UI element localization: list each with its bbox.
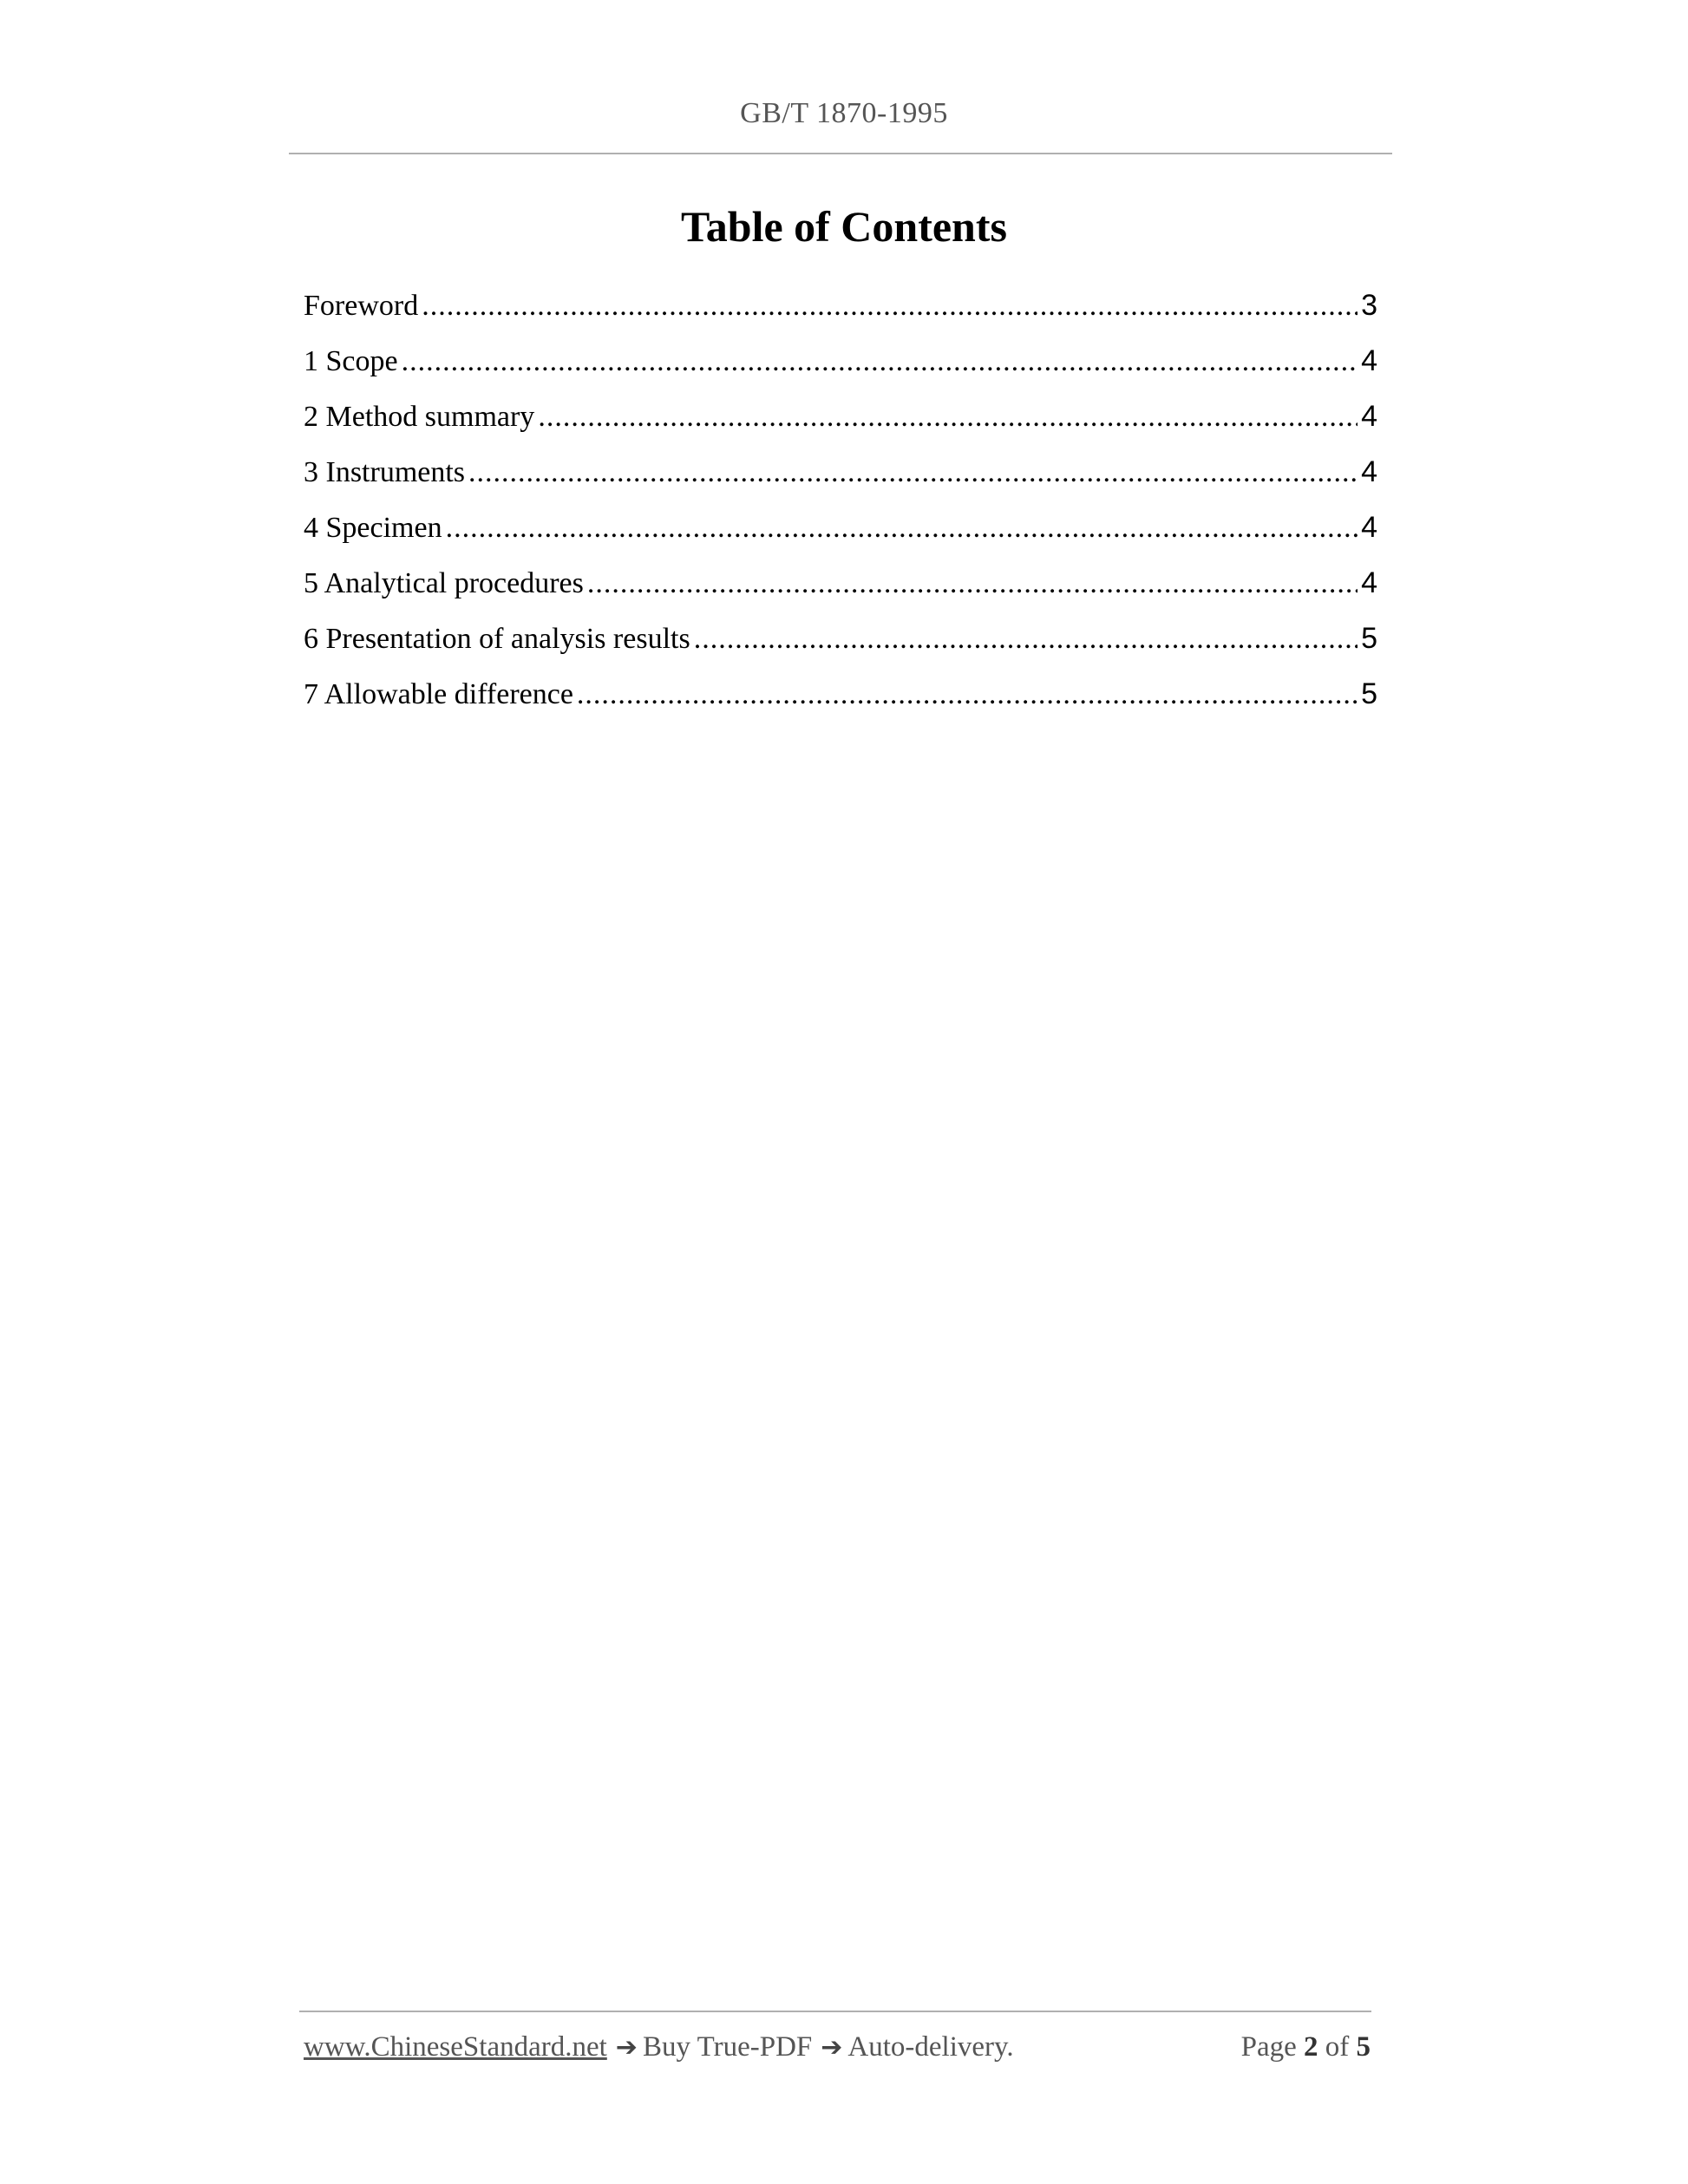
page-separator: of bbox=[1325, 2031, 1350, 2063]
toc-entry-label: Foreword bbox=[304, 290, 419, 322]
toc-entry-specimen[interactable] bbox=[304, 500, 1377, 555]
header-divider bbox=[289, 153, 1392, 154]
toc-dot-leader bbox=[538, 389, 1358, 445]
toc-entry-foreword[interactable] bbox=[304, 278, 1377, 333]
chinesestandard-link[interactable]: www.ChineseStandard.net bbox=[304, 2031, 607, 2063]
toc-title: Table of Contents bbox=[681, 202, 1007, 251]
page-footer bbox=[304, 2031, 1371, 2070]
footer-step-buy: Buy True-PDF bbox=[642, 2031, 813, 2063]
toc-entry-label: 4 Specimen bbox=[304, 512, 442, 544]
toc-dot-leader bbox=[422, 278, 1358, 334]
toc-entry-allowable-difference[interactable] bbox=[304, 666, 1377, 722]
total-pages-number: 5 bbox=[1356, 2031, 1371, 2063]
toc-entry-page: 4 bbox=[1361, 566, 1377, 599]
toc-list bbox=[304, 278, 1377, 722]
arrow-right-icon: ➔ bbox=[615, 2032, 638, 2063]
toc-entry-instruments[interactable] bbox=[304, 444, 1377, 500]
toc-dot-leader bbox=[587, 556, 1358, 611]
page-prefix: Page bbox=[1240, 2031, 1297, 2063]
toc-entry-label: 6 Presentation of analysis results bbox=[304, 623, 690, 655]
toc-dot-leader bbox=[694, 611, 1358, 667]
current-page-number: 2 bbox=[1304, 2031, 1318, 2063]
footer-purchase-note bbox=[304, 2031, 1014, 2063]
footer-divider bbox=[299, 2011, 1371, 2012]
toc-entry-page: 5 bbox=[1361, 677, 1377, 710]
toc-entry-presentation-of-results[interactable] bbox=[304, 611, 1377, 666]
toc-entry-label: 3 Instruments bbox=[304, 456, 466, 488]
toc-dot-leader bbox=[402, 334, 1358, 389]
toc-entry-label: 7 Allowable difference bbox=[304, 678, 573, 710]
toc-entry-label: 5 Analytical procedures bbox=[304, 567, 584, 599]
toc-entry-page: 4 bbox=[1361, 344, 1377, 377]
page-number bbox=[1241, 2031, 1371, 2063]
footer-step-delivery: Auto-delivery. bbox=[847, 2031, 1014, 2063]
toc-dot-leader bbox=[446, 500, 1358, 556]
toc-entry-scope[interactable] bbox=[304, 333, 1377, 389]
toc-entry-page: 4 bbox=[1361, 511, 1377, 544]
toc-entry-method-summary[interactable] bbox=[304, 389, 1377, 444]
toc-entry-page: 4 bbox=[1361, 455, 1377, 488]
arrow-right-icon: ➔ bbox=[821, 2032, 843, 2063]
toc-dot-leader bbox=[577, 667, 1358, 723]
toc-entry-label: 1 Scope bbox=[304, 345, 398, 377]
toc-entry-page: 4 bbox=[1361, 400, 1377, 433]
toc-dot-leader bbox=[468, 445, 1358, 500]
page-header: GB/T 1870-1995 bbox=[740, 97, 948, 129]
toc-entry-page: 5 bbox=[1361, 622, 1377, 655]
toc-entry-label: 2 Method summary bbox=[304, 401, 535, 433]
toc-entry-analytical-procedures[interactable] bbox=[304, 555, 1377, 611]
toc-entry-page: 3 bbox=[1361, 289, 1377, 322]
